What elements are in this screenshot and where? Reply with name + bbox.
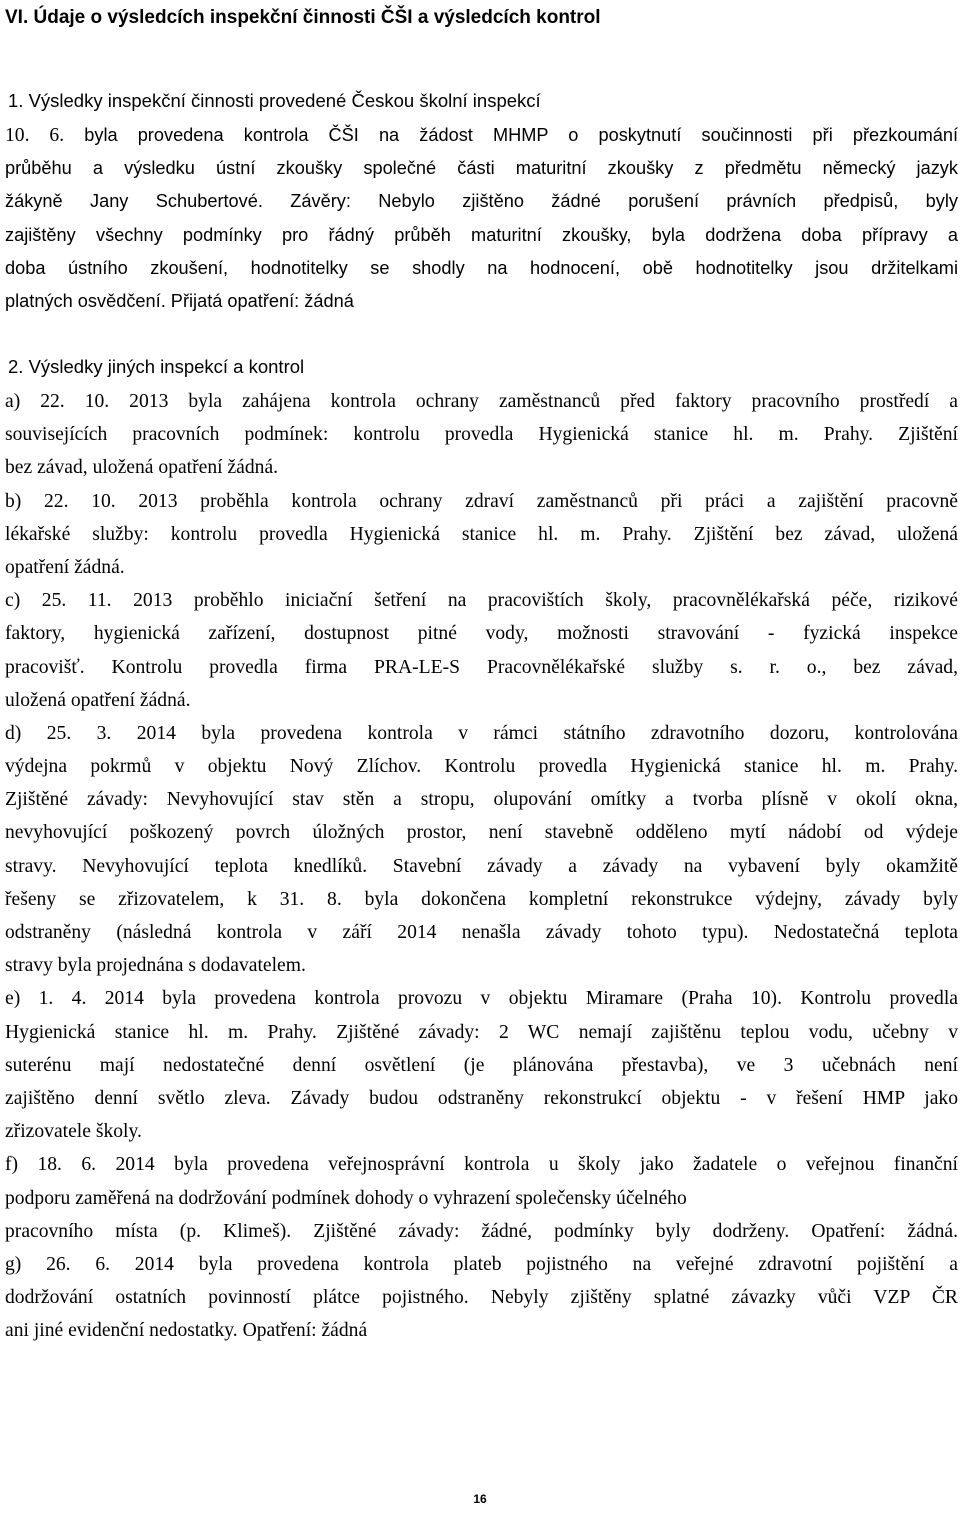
text-line: žákyně Jany Schubertové. Závěry: Nebylo zjištěno žádné porušení právních předpisů, byly <box>5 191 958 212</box>
text-line: Zjištěné závady: Nevyhovující stav stěn a stropu, olupování omítky a tvorba plísně v okolí okna, <box>5 789 958 811</box>
text-line: nevyhovující poškozený povrch úložných prostor, není stavebně odděleno mytí nádobí od výdeje <box>5 822 958 844</box>
text-line: souvisejících pracovních podmínek: kontrolu provedla Hygienická stanice hl. m. Prahy. Zjištění <box>5 424 958 446</box>
list-item-c: c) 25. 11. 2013 proběhlo iniciační šetření na pracovištích školy, pracovnělékařská péče, rizikové <box>5 590 958 612</box>
list-item-d: d) 25. 3. 2014 byla provedena kontrola v rámci státního zdravotního dozoru, kontrolována <box>5 722 958 744</box>
text-line: zřizovatele školy. <box>5 1121 142 1143</box>
list-item-b: b) 22. 10. 2013 proběhla kontrola ochrany zdraví zaměstnanců při práci a zajištění pracovně <box>5 490 959 512</box>
text-line: řešeny se zřizovatelem, k 31. 8. byla dokončena kompletní rekonstrukce výdejny, závady byly <box>5 888 958 910</box>
text-line: platných osvědčení. Přijatá opatření: žádná <box>5 290 354 311</box>
section-heading: VI. Údaje o výsledcích inspekční činnosti ČŠI a výsledcích kontrol <box>5 7 601 28</box>
text-line: faktory, hygienická zařízení, dostupnost pitné vody, možnosti stravování - fyzická inspekce <box>5 623 958 645</box>
text-line: lékařské služby: kontrolu provedla Hygienická stanice hl. m. Prahy. Zjištění bez závad, uložená <box>5 523 959 545</box>
text-line: uložená opatření žádná. <box>5 689 191 711</box>
text-line: 10. 6. byla provedena kontrola ČŠI na žádost MHMP o poskytnutí součinnosti při přezkoumání <box>5 125 959 146</box>
subsection-title-other-inspections: 2. Výsledky jiných inspekcí a kontrol <box>8 356 305 377</box>
text-line: podporu zaměřená na dodržování podmínek dohody o vyhrazení společensky účelného <box>5 1187 687 1209</box>
text-line: výdejna pokrmů v objektu Nový Zlíchov. Kontrolu provedla Hygienická stanice hl. m. Prahy. <box>5 756 958 778</box>
list-item-e: e) 1. 4. 2014 byla provedena kontrola provozu v objektu Miramare (Praha 10). Kontrolu provedla <box>5 988 958 1010</box>
list-item-g: g) 26. 6. 2014 byla provedena kontrola plateb pojistného na veřejné zdravotní pojištění a <box>5 1253 958 1275</box>
page-number: 16 <box>473 1492 487 1506</box>
text-line: Hygienická stanice hl. m. Prahy. Zjištěné závady: 2 WC nemají zajištěnu teplou vodu, učebny v <box>5 1021 958 1043</box>
text-line: suterénu mají nedostatečné denní osvětlení (je plánována přestavba), ve 3 učebnách není <box>5 1054 958 1076</box>
text-line: doba ústního zkoušení, hodnotitelky se shodly na hodnocení, obě hodnotitelky jsou držitelkami <box>5 257 958 278</box>
list-item-f: f) 18. 6. 2014 byla provedena veřejnosprávní kontrola u školy jako žadatele o veřejnou finanční <box>5 1154 958 1176</box>
subsection-title-inspections: 1. Výsledky inspekční činnosti provedené Českou školní inspekcí <box>8 90 541 111</box>
text-line: bez závad, uložená opatření žádná. <box>5 457 279 479</box>
text-line: stravy. Nevyhovující teplota knedlíků. Stavební závady a závady na vybavení byly okamžitě <box>5 855 958 877</box>
text-line: zajištěno denní světlo zleva. Závady budou odstraněny rekonstrukcí objektu - v řešení HMP jako <box>5 1087 958 1109</box>
text-line: pracovního místa (p. Klimeš). Zjištěné závady: žádné, podmínky byly dodrženy. Opatření: žádná. <box>5 1220 958 1242</box>
text-line: opatření žádná. <box>5 556 125 578</box>
text-line: zajištěny všechny podmínky pro řádný průběh maturitní zkoušky, byla dodržena doba přípravy a <box>5 224 958 245</box>
text-line: průběhu a výsledku ústní zkoušky společné části maturitní zkoušky z předmětu německý jazyk <box>5 158 958 179</box>
list-other-inspections <box>5 385 958 1347</box>
text-line: ani jiné evidenční nedostatky. Opatření: žádná <box>5 1320 368 1342</box>
paragraph-csi-inspection <box>5 119 958 318</box>
list-item-a: a) 22. 10. 2013 byla zahájena kontrola ochrany zaměstnanců před faktory pracovního prostředí a <box>5 391 958 412</box>
text-line: odstraněny (následná kontrola v září 2014 nenašla závady tohoto typu). Nedostatečná teplota <box>5 922 958 943</box>
text-line: pracovišť. Kontrolu provedla firma PRA-LE-S Pracovnělékařské služby s. r. o., bez závad, <box>5 656 958 678</box>
text-line: dodržování ostatních povinností plátce pojistného. Nebyly zjištěny splatné závazky vůči VZP ČR <box>5 1287 958 1309</box>
text-line: stravy byla projednána s dodavatelem. <box>5 955 306 977</box>
